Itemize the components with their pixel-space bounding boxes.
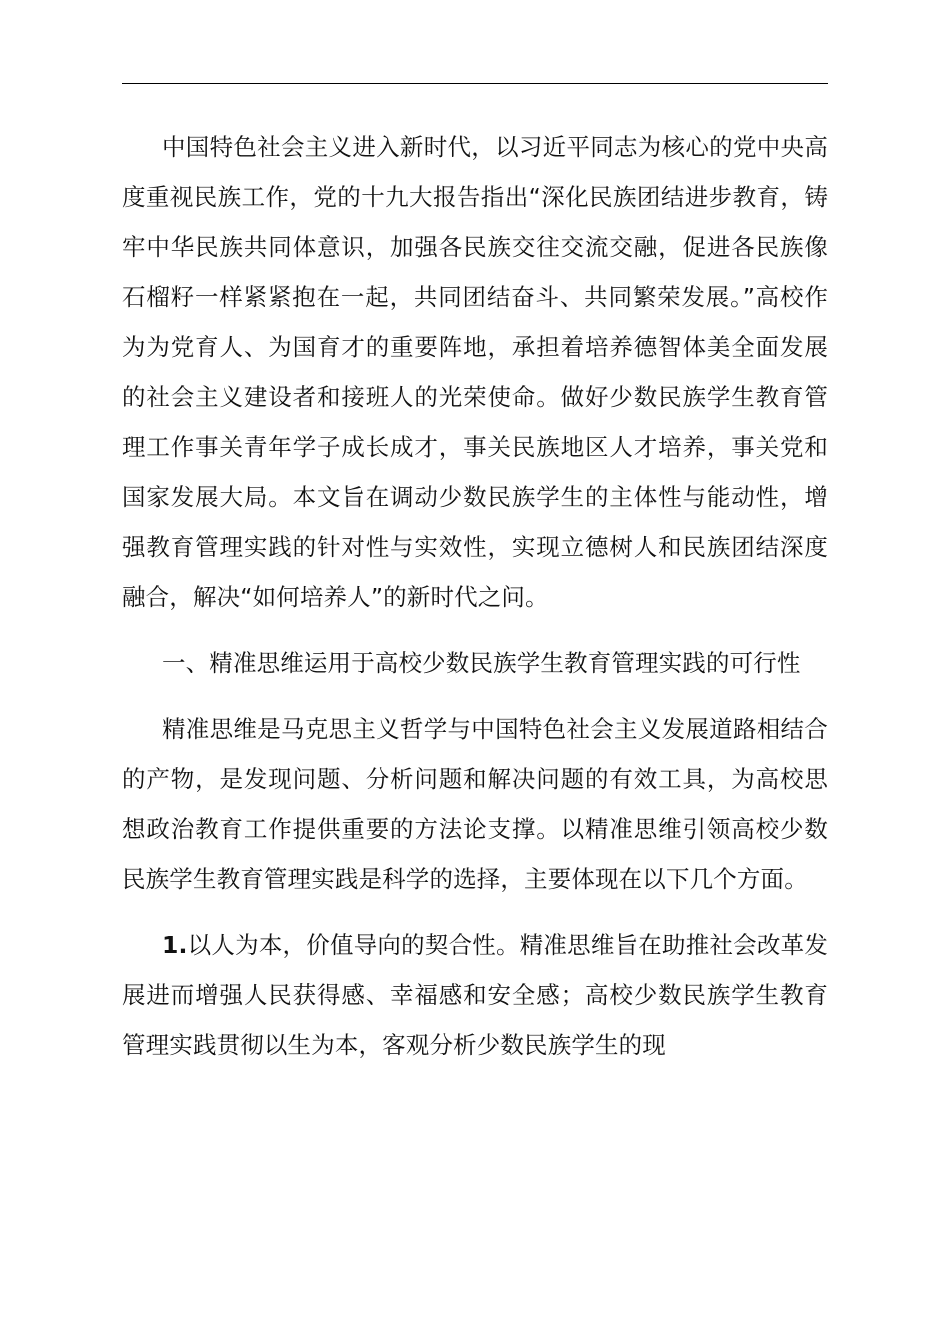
- section-1-heading: 一、精准思维运用于高校少数民族学生教育管理实践的可行性: [162, 649, 801, 677]
- point-1-number: 1.: [162, 931, 188, 959]
- point-1-text: 以人为本，价值导向的契合性。精准思维旨在助推社会改革发展进而增强人民获得感、幸福感和安全感；高校少数民族学生教育管理实践贯彻以生为本，客观分析少数民族学生的现: [122, 931, 828, 1059]
- point-1-paragraph: [122, 920, 828, 1070]
- intro-paragraph: 中国特色社会主义进入新时代，以习近平同志为核心的党中央高度重视民族工作，党的十九大报告指出“深化民族团结进步教育，铸牢中华民族共同体意识，加强各民族交往交流交融，促进各民族像石榴籽一样紧紧抱在一起，共同团结奋斗、共同繁荣发展。”高校作为为党育人、为国育才的重要阵地，承担着培养德智体美全面发展的社会主义建设者和接班人的光荣使命。做好少数民族学生教育管理工作事关青年学子成长成才，事关民族地区人才培养，事关党和国家发展大局。本文旨在调动少数民族学生的主体性与能动性，增强教育管理实践的针对性与实效性，实现立德树人和民族团结深度融合，解决“如何培养人”的新时代之问。: [122, 133, 828, 611]
- header-rule: [122, 83, 828, 84]
- document-body: [122, 122, 828, 1070]
- section-1-paragraph: 精准思维是马克思主义哲学与中国特色社会主义发展道路相结合的产物，是发现问题、分析问题和解决问题的有效工具，为高校思想政治教育工作提供重要的方法论支撑。以精准思维引领高校少数民族学生教育管理实践是科学的选择，主要体现在以下几个方面。: [122, 715, 828, 893]
